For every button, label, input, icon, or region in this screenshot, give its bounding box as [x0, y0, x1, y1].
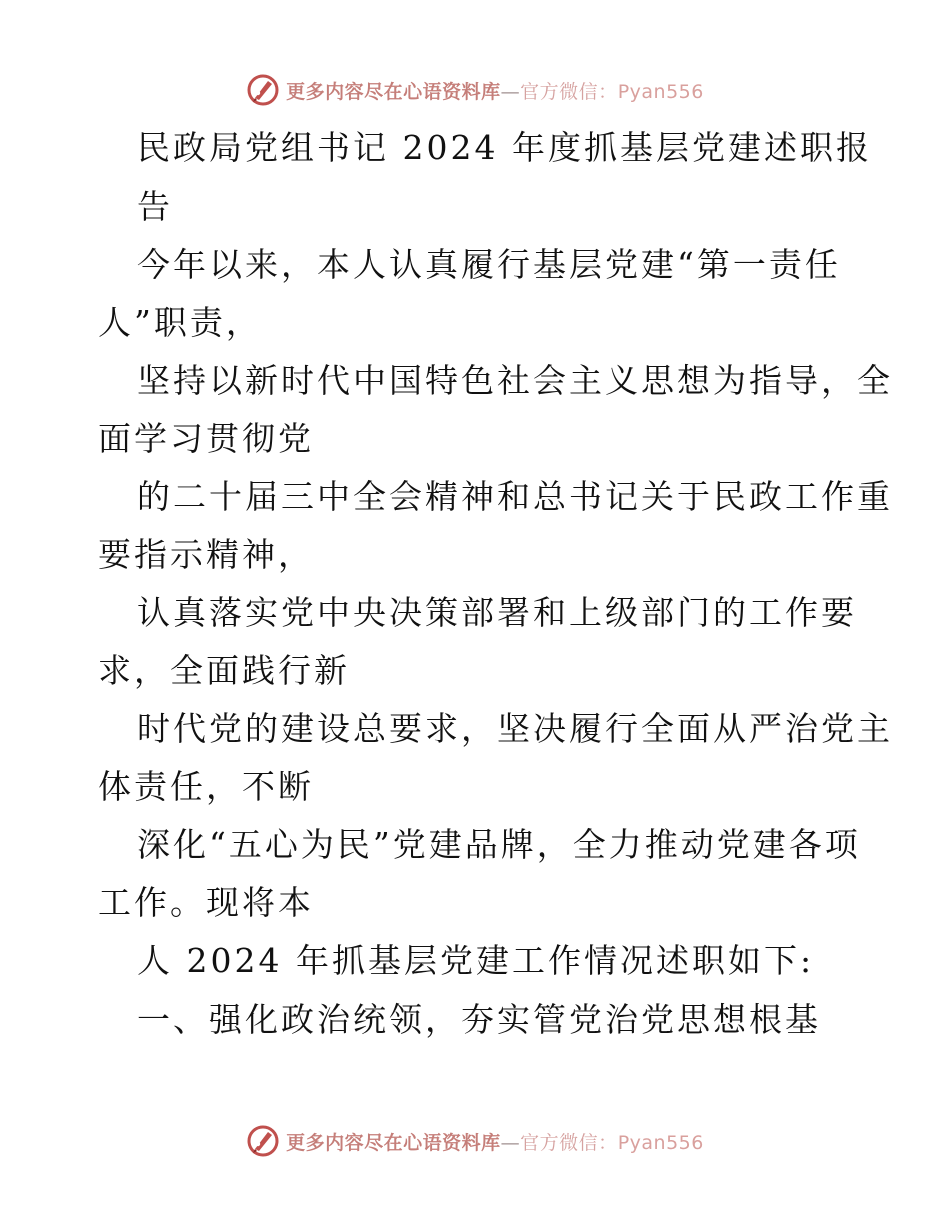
watermark-wechat-label: 官方微信：: [520, 1131, 618, 1154]
body-line: 要指示精神，: [98, 535, 314, 574]
body-line: 人 2024 年抓基层党建工作情况述职如下:: [137, 941, 815, 980]
quill-pen-logo-icon: [246, 1124, 280, 1158]
body-line: 工作。现将本: [98, 883, 314, 922]
watermark-site-name: 更多内容尽在心语资料库: [286, 1131, 501, 1154]
watermark-wechat-id: Pyan556: [617, 1131, 704, 1154]
watermark-content: [246, 1124, 704, 1158]
body-line: 人”职责，: [98, 303, 262, 342]
quill-pen-logo-icon: [246, 73, 280, 107]
body-line: 体责任，不断: [98, 767, 314, 806]
watermark-separator: —: [500, 80, 521, 103]
body-line: 时代党的建设总要求，坚决履行全面从严治党主: [137, 709, 893, 748]
watermark-content: [246, 73, 704, 107]
watermark-text: [286, 77, 704, 104]
body-line: 求，全面践行新: [98, 651, 350, 690]
section-heading-1: 一、强化政治统领，夯实管党治党思想根基: [137, 1000, 821, 1039]
watermark-text: [286, 1128, 704, 1155]
watermark-site-name: 更多内容尽在心语资料库: [286, 80, 501, 103]
header-watermark: [0, 70, 950, 110]
body-line: 今年以来，本人认真履行基层党建“第一责任: [137, 245, 841, 284]
watermark-separator: —: [500, 1131, 521, 1154]
body-line: 坚持以新时代中国特色社会主义思想为指导，全: [137, 361, 893, 400]
footer-watermark: [0, 1121, 950, 1161]
body-line: 深化“五心为民”党建品牌，全力推动党建各项: [137, 825, 861, 864]
watermark-wechat-id: Pyan556: [617, 80, 704, 103]
title-line-2: 告: [137, 187, 173, 226]
body-line: 面学习贯彻党: [98, 419, 314, 458]
body-line: 认真落实党中央决策部署和上级部门的工作要: [137, 593, 857, 632]
title-line-1: 民政局党组书记 2024 年度抓基层党建述职报: [137, 128, 872, 167]
watermark-wechat-label: 官方微信：: [520, 80, 618, 103]
body-line: 的二十届三中全会精神和总书记关于民政工作重: [137, 477, 893, 516]
